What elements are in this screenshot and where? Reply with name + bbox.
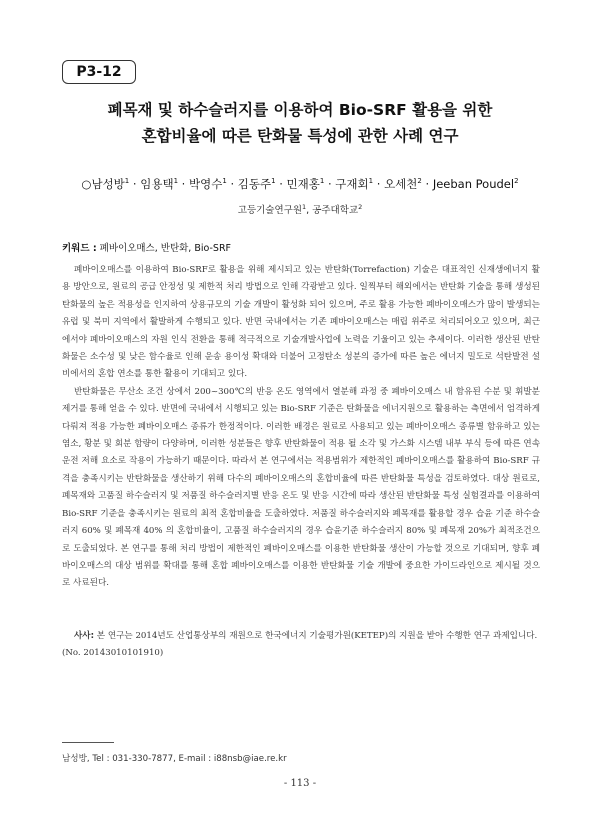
paper-title-line-2: 혼합비율에 따른 탄화물 특성에 관한 사례 연구	[141, 127, 459, 145]
author-name: 박영수	[189, 177, 223, 191]
acknowledgement-text: 본 연구는 2014년도 산업통상부의 재원으로 한국에너지 기술평가원(KETEP)의 지원을 받아 수행한 연구 과제입니다. (No. 20143010101910)	[62, 631, 538, 658]
body-paragraph-1: 폐바이오매스를 이용하여 Bio-SRF로 활용을 위해 제시되고 있는 반탄화(Torrefaction) 기술은 대표적인 신재생에너지 활용 방안으로, 원료의 공급 안정성 및 제한적 처리 방법으로 인해 각광받고 있다. 일찍부터 해외에서는 반탄화 기술을 통해 생성된 탄화물의 높은 적용성을 인지하여 상용규모의 기술 개발이 활성화 되어 있으며, 주로 활용 가능한 폐바이오매스가 많이 발생되는 유럽 및 북미 지역에서 활발하게 수행되고 있다. 반면 국내에서는 기존 폐바이오매스는 매립 위주로 처리되어오고 있으며, 최근에서야 폐바이오매스의 자원 인식 전환을 통해 적극적으로 기술개발사업에 노력을 기울이고 있는 추세이다. 이러한 생산된 반탄화물은 소수성 및 낮은 함수율로 인해 운송 용이성 확대와 더불어 고정탄소 성분의 증가에 따른 높은 에너지 밀도로 석탄발전 설비에서의 혼합 연소를 통한 활용이 기대되고 있다.	[62, 265, 540, 380]
presenter-mark: ○	[81, 177, 92, 191]
author-affil-sup: 1	[222, 177, 227, 186]
author-affil-sup: 1	[319, 177, 325, 186]
keywords-text: 폐바이오매스, 반탄화, Bio-SRF	[99, 243, 232, 254]
affiliation-1: 고등기술연구원	[237, 205, 303, 216]
author-affil-sup: 1	[271, 177, 276, 186]
affiliation-2-sup: 2	[358, 202, 363, 211]
acknowledgement-label: 사사:	[74, 631, 95, 641]
footnote-rule	[62, 742, 114, 743]
author-name: 오세천	[384, 177, 418, 191]
author-affil-sup: 2	[514, 177, 519, 186]
author-name: 남성방	[91, 177, 125, 191]
author-list: ○남성방$^1$ · 임용택$^1$ · 박영수$^1$ · 김동주$^1$ · 민재홍$^1$ · 구재회$^1$ · 오세천$^2$ · Jeeban Poudel$^2$	[81, 177, 519, 191]
abstract-body	[62, 262, 540, 593]
session-code-badge: P3-12	[62, 60, 136, 84]
author-name: 임용택	[140, 177, 174, 191]
page-number: - 113 -	[283, 778, 317, 789]
keywords-label: 키워드 :	[62, 243, 97, 254]
author-affil-sup: 1	[124, 177, 130, 186]
author-name: 민재홍	[286, 177, 320, 191]
author-name: 김동주	[237, 177, 272, 191]
keywords-line	[62, 240, 231, 254]
paper-title-line-1: 폐목재 및 하수슬러지를 이용하여 Bio-SRF 활용을 위한	[107, 101, 493, 119]
author-name: 구재회	[335, 177, 369, 191]
affiliation-1-sup: 1	[302, 202, 307, 211]
author-name: Jeeban Poudel	[432, 177, 515, 191]
body-paragraph-2: 반탄화물은 무산소 조건 상에서 200~300℃의 반응 온도 영역에서 열분해 과정 중 폐바이오매스 내 함유된 수분 및 휘발분 제거를 통해 얻을 수 있다. 반면에 국내에서 시행되고 있는 Bio-SRF 기준은 탄화물을 에너지원으로 활용하는 측면에서 엄격하게 다뤄져 적용 가능한 폐바이오매스 종류가 한정적이다. 이러한 배경은 원료로 사용되고 있는 폐바이오매스 종류별 함유하고 있는 염소, 황분 및 회분 함량이 다양하며, 이러한 성분들은 향후 반탄화물이 적용 될 소각 및 가스화 시스템 내부 부식 등에 따른 연속운전 저해 요소로 작용이 가능하기 때문이다. 따라서 본 연구에서는 적용범위가 제한적인 폐바이오매스를 활용하여 Bio-SRF 규격을 충족시키는 반탄화물을 생산하기 위해 다수의 폐바이오매스의 혼합비율에 따른 반탄화물 특성을 검토하였다. 대상 원료로, 폐목재와 고품질 하수슬러지 및 저품질 하수슬러지별 반응 온도 및 반응 시간에 따라 생산된 반탄화물 특성 실험결과를 이용하여 Bio-SRF 기준을 충족시키는 원료의 최적 혼합비율을 도출하였다. 저품질 하수슬러지와 폐목재를 활용할 경우 습윤 기준 하수슬러지 60% 및 폐목재 40% 의 혼합비율이, 고품질 하수슬러지의 경우 습윤기준 하수슬러지 80% 및 폐목재 20%가 최적조건으로 도출되었다. 본 연구를 통해 처리 방법이 제한적인 폐바이오매스를 이용한 반탄화물 생산이 가능할 것으로 기대되며, 향후 폐바이오매스의 대상 범위를 확대를 통해 혼합 폐바이오매스를 이용한 반탄화물 기술 개발에 중요한 가이드라인으로 제시될 것으로 사료된다.	[62, 386, 540, 589]
affiliation-2: 공주대학교	[312, 205, 359, 216]
footnote-contact: 남성방, Tel : 031-330-7877, E-mail : i88nsb@iae.re.kr	[62, 754, 287, 764]
affiliations: 고등기술연구원$^1$, 공주대학교$^2$	[237, 202, 363, 216]
author-affil-sup: 1	[368, 177, 374, 186]
author-affil-sup: 2	[417, 177, 422, 186]
acknowledgement	[62, 628, 540, 662]
author-affil-sup: 1	[173, 177, 179, 186]
